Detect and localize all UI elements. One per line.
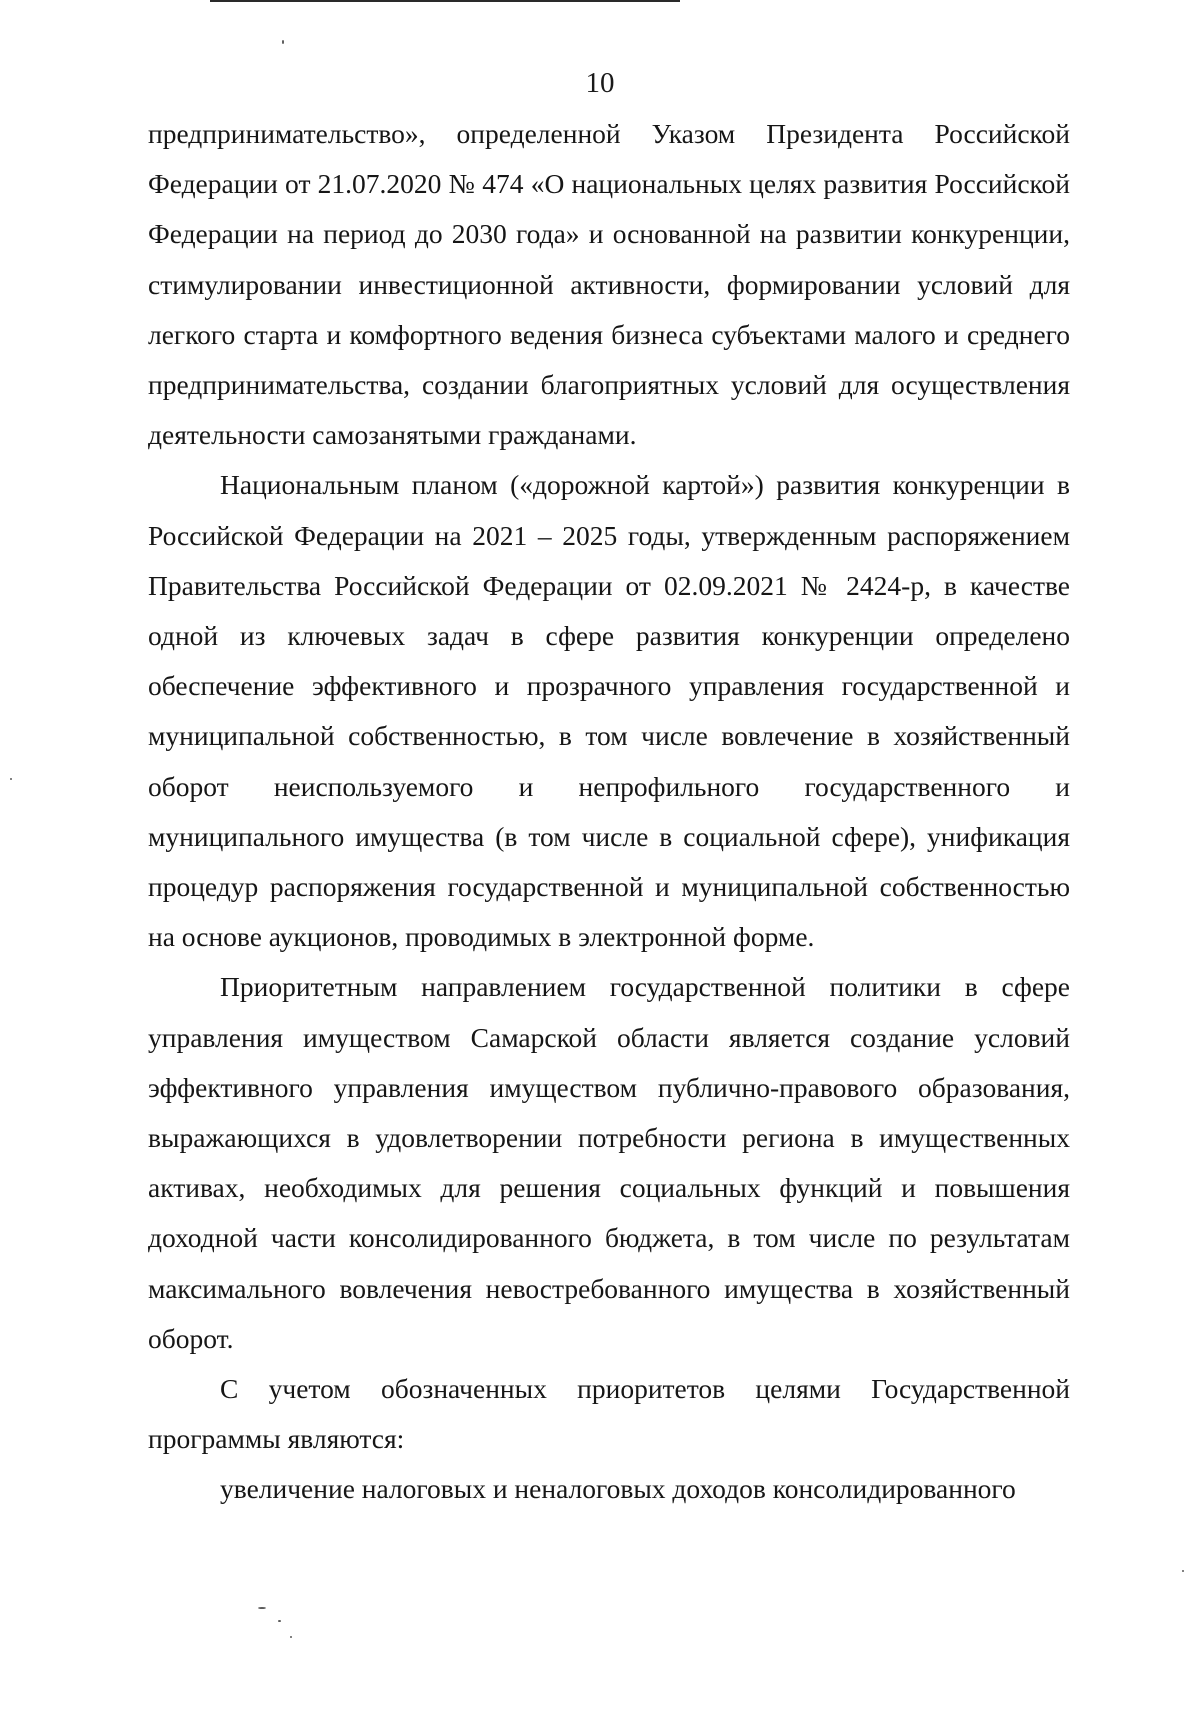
paragraph-program-goals: С учетом обозначенных приоритетов целями Государственной программы являются: [148, 1373, 1070, 1455]
scan-speck [278, 1620, 281, 1622]
page-number: 10 [585, 67, 615, 99]
scan-speck [290, 1636, 292, 1638]
paragraph-national-plan: Национальным планом («дорожной картой») развития конкуренции в Российской Федерации на 2021 – 2025 годы, утвержденным распоряжением Правительства Российской Федерации от 02.09.2021 № 2424-р, в качестве одной из ключевых задач в сфере развития конкуренции определено обеспечение эффективного и прозрачного управления государственной и муниципальной собственностью, в том числе вовлечение в хозяйственный оборот неиспользуемого и непрофильного государственного и муниципального имущества (в том числе в социальной сфере), унификация процедур распоряжения государственной и муниципальной собственностью на основе аукционов, проводимых в электронной форме. [148, 469, 1070, 953]
paragraph-priority-direction: Приоритетным направлением государственной политики в сфере управления имуществом Самарской области является создание условий эффективного управления имуществом публично-правового образования, выражающихся в удовлетворении потребности региона в имущественных активах, необходимых для решения социальных функций и повышения доходной части консолидированного бюджета, в том числе по результатам максимального вовлечения невостребованного имущества в хозяйственный оборот. [148, 971, 1070, 1354]
paragraph-goal-item: увеличение налоговых и неналоговых доходов консолидированного [220, 1473, 1016, 1505]
top-border-line [210, 0, 680, 2]
scan-speck [10, 778, 12, 780]
document-body [148, 109, 1070, 1515]
paragraph-continuation: предпринимательство», определенной Указом Президента Российской Федерации от 21.07.2020 № 474 «О национальных целях развития Российской Федерации на период до 2030 года» и основанной на развитии конкуренции, стимулировании инвестиционной активности, формировании условий для легкого старта и комфортного ведения бизнеса субъектами малого и среднего предпринимательства, создании благоприятных условий для осуществления деятельности самозанятыми гражданами. [148, 118, 1070, 451]
scan-speck [282, 40, 284, 44]
scan-speck [1182, 1570, 1184, 1572]
scan-speck [258, 1607, 266, 1609]
